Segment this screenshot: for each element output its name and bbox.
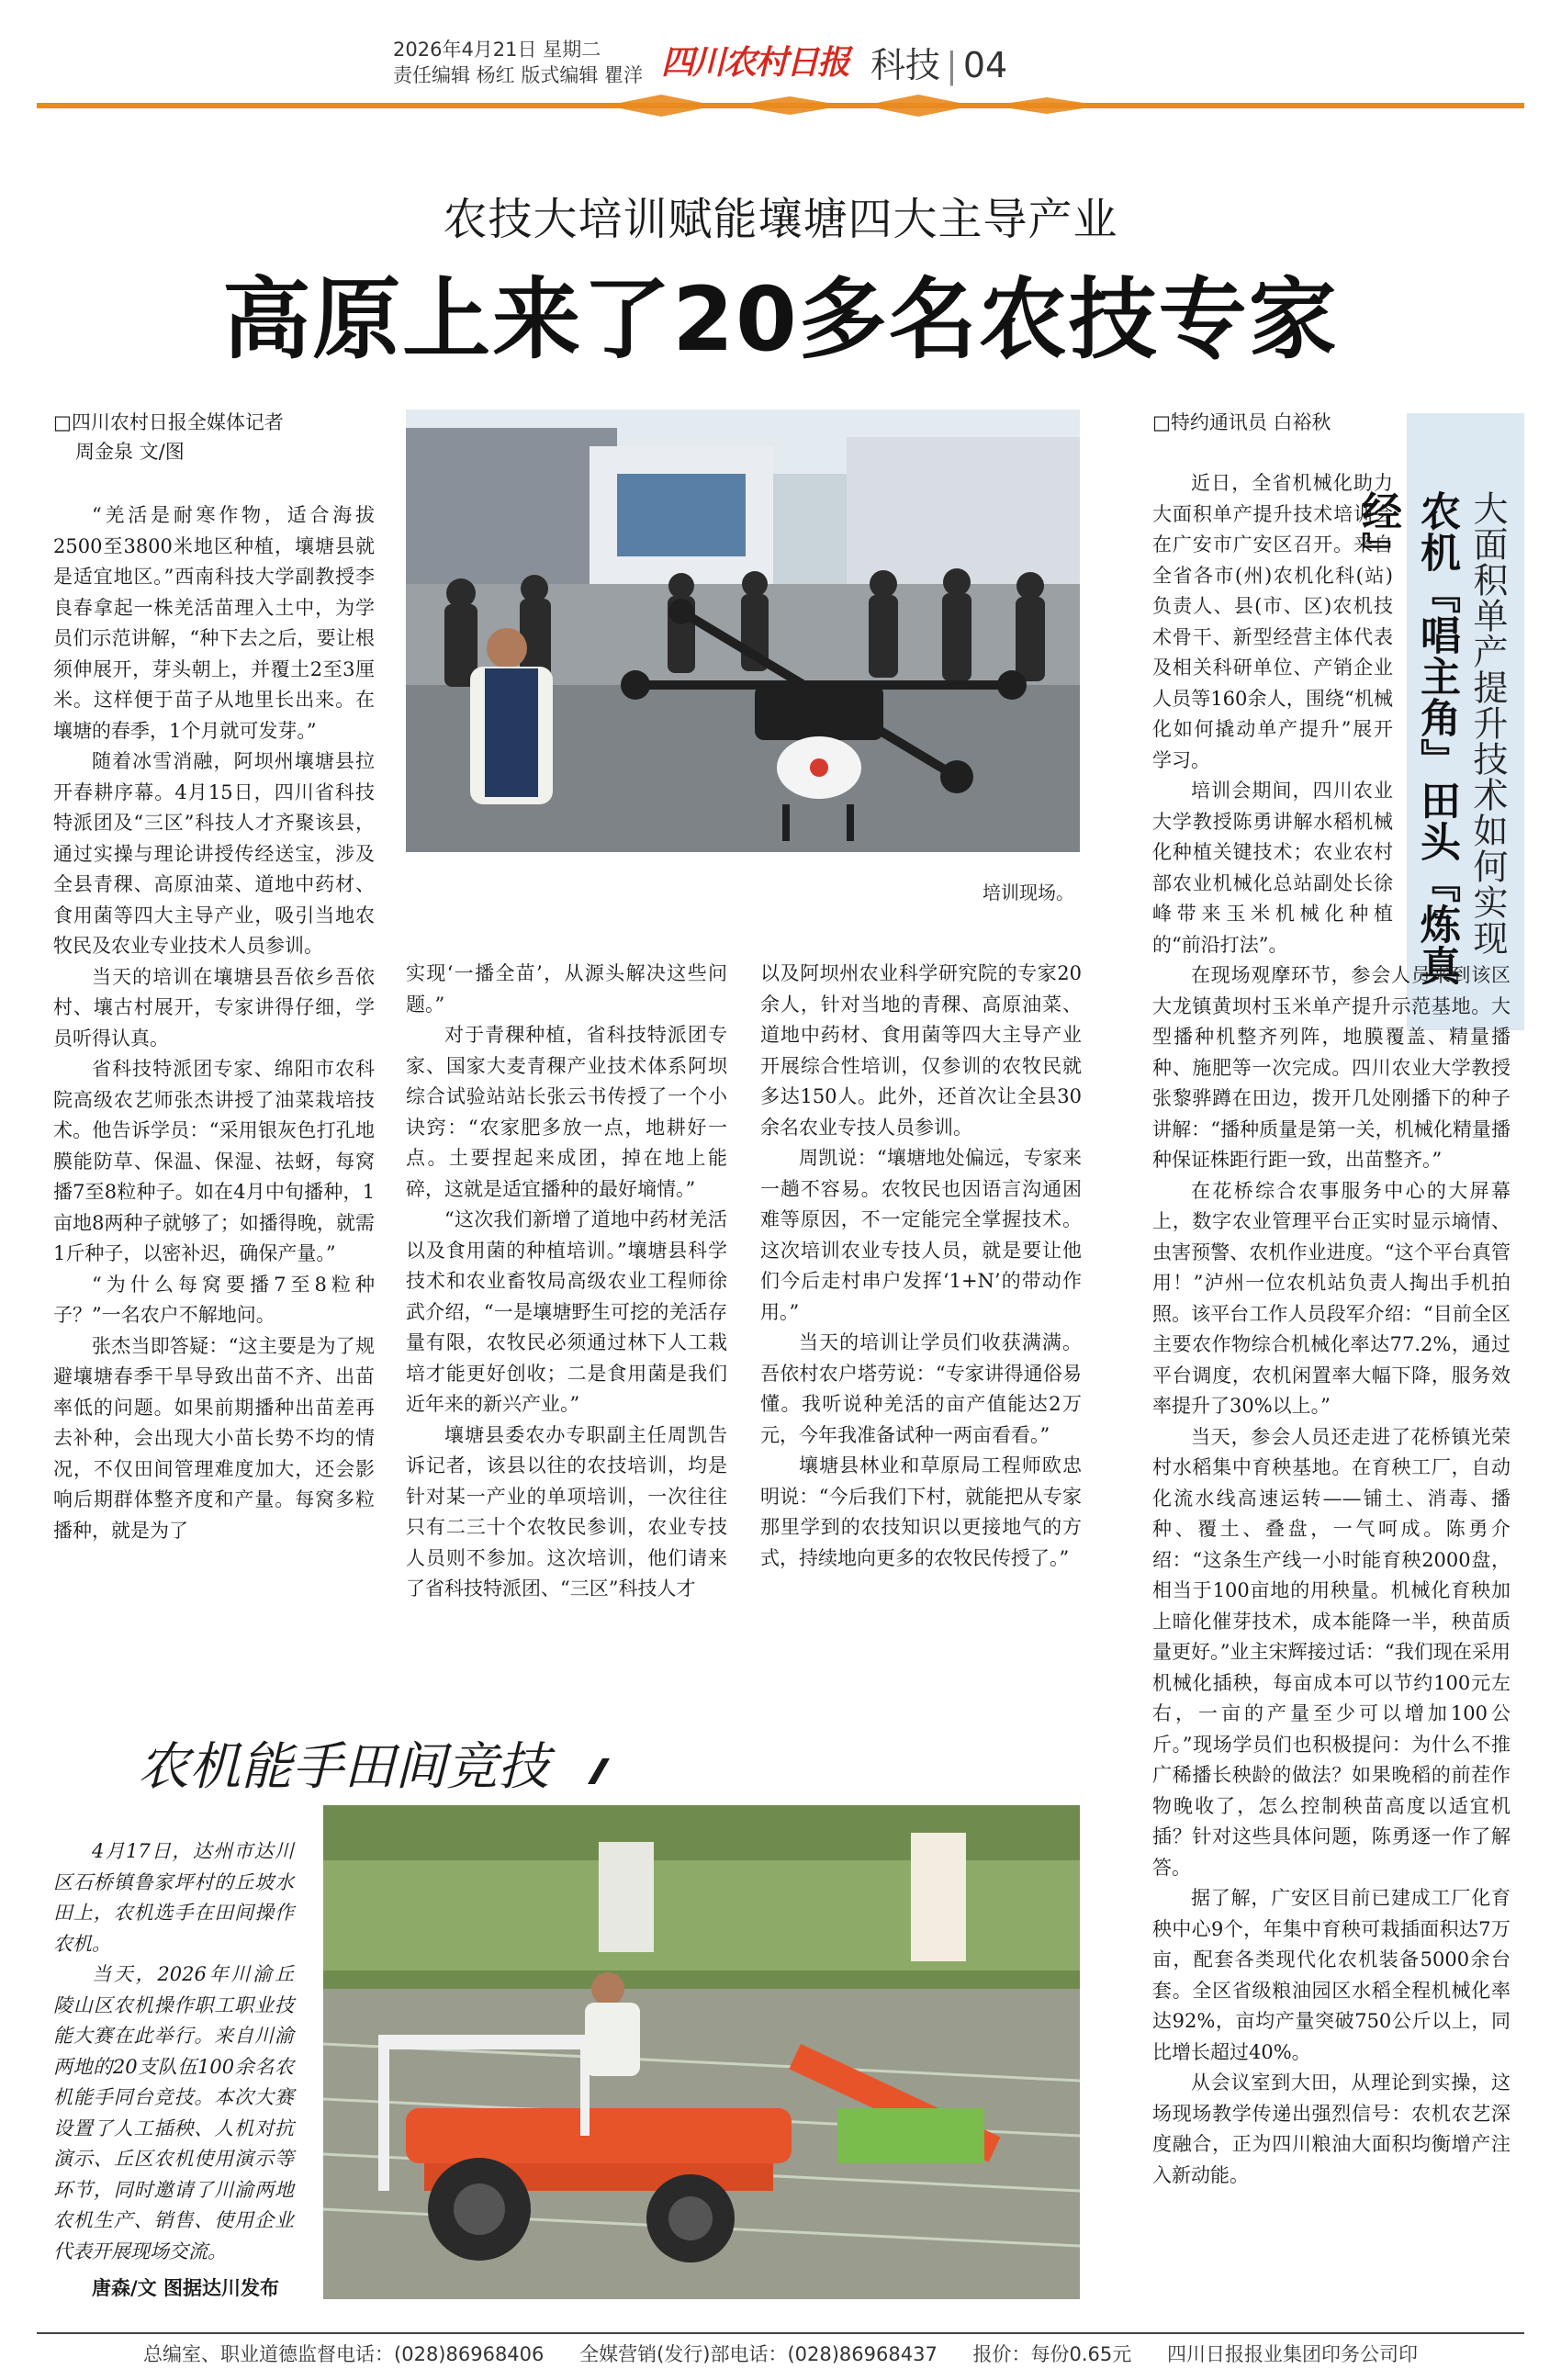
main-article-col1 xyxy=(53,500,375,1546)
paragraph: 4月17日，达州市达川区石桥镇鲁家坪村的丘坡水田上，农机选手在田间操作农机。 xyxy=(53,1840,294,1955)
footer-sales-phone: 全媒营销(发行)部电话：(028)86968437 xyxy=(579,2343,938,2365)
footer-printer: 四川日报报业集团印务公司印 xyxy=(1166,2343,1418,2365)
footer-editorial-phone: 总编室、职业道德监督电话：(028)86968406 xyxy=(143,2343,545,2365)
paragraph: 对于青稞种植，省科技特派团专家、国家大麦青稞产业技术体系阿坝综合试验站站长张云书传授了一个小诀窍：“农家肥多放一点，地耕好一点。土要捏起来成团，掉在地上能碎，这就是适宜播种的最好墒情。” xyxy=(406,1024,727,1200)
paragraph: 据了解，广安区目前已建成工厂化育秧中心9个，年集中育秧可栽插面积达7万亩，配套各类现代化农机装备5000余台套。全区省级粮油园区水稻全程机械化率达92%，亩均产量突破750公斤以上，同比增长超过40%。 xyxy=(1152,1887,1510,2063)
right-article-title-line2: 农机『唱主角』田头『炼真经』 xyxy=(1354,490,1460,986)
main-byline xyxy=(53,408,365,466)
photo-story-text xyxy=(53,1836,294,2267)
paragraph: 壤塘县林业和草原局工程师欧忠明说：“今后我们下村，就能把从专家那里学到的农技知识以更接地气的方式，持续地向更多的农牧民传授了。” xyxy=(760,1454,1082,1569)
section-divider: | xyxy=(946,45,958,85)
paragraph: 从会议室到大田，从理论到实操，这场现场教学传递出强烈信号：农机农艺深度融合，正为四川粮油大面积均衡增产注入新动能。 xyxy=(1152,2071,1510,2186)
right-article-title-line1: 大面积单产提升技术如何实现 xyxy=(1467,490,1508,956)
paragraph: 随着冰雪消融，阿坝州壤塘县拉开春耕序幕。4月15日，四川省科技特派团及“三区”科技人才齐聚该县，通过实操与理论讲授传经送宝，涉及全县青稞、高原油菜、道地中药材、食用菌等四大主导产业，吸引当地农牧民及农业专业技术人员参训。 xyxy=(53,750,375,957)
rice-transplanter-photo xyxy=(323,1805,1080,2299)
photo-story-title xyxy=(138,1726,615,1800)
section-name: 科技 xyxy=(870,45,941,85)
paragraph: 培训会期间，四川农业大学教授陈勇讲解水稻机械化种植关键技术；农业农村部农业机械化总站副处长徐峰带来玉米机械化种植的“前沿打法”。 xyxy=(1152,780,1393,956)
training-photo-caption: 培训现场。 xyxy=(983,881,1074,904)
paragraph: 以及阿坝州农业科学研究院的专家20余人，针对当地的青稞、高原油菜、道地中药材、食用菌等四大主导产业开展综合性培训，仅参训的农牧民就多达150人。此外，还首次让全县30余名农业专技人员参训。 xyxy=(760,962,1082,1139)
paragraph: 壤塘县委农办专职副主任周凯告诉记者，该县以往的农技培训，均是针对某一产业的单项培训，一次往往只有二三十个农牧民参训，农业专技人员则不参加。这次培训，他们请来了省科技特派团、“三区”科技人才 xyxy=(406,1423,727,1600)
main-article-col2 xyxy=(406,959,727,1605)
masthead-meta xyxy=(393,37,668,88)
paragraph: 在花桥综合农事服务中心的大屏幕上，数字农业管理平台正实时显示墒情、虫害预警、农机作业进度。“这个平台真管用！”泸州一位农机站负责人掏出手机拍照。该平台工作人员段军介绍：“目前全区主要农作物综合机械化率达77.2%，通过平台调度，农机闲置率大幅下降，服务效率提升了30%以上。” xyxy=(1152,1179,1510,1417)
paragraph: 张杰当即答疑：“这主要是为了规避壤塘春季干旱导致出苗不齐、出苗率低的问题。如果前期播种出苗差再去补种，会出现大小苗长势不均的情况，不仅田间管理难度加大，还会影响后期群体整齐度和产量。每窝多粒播种，就是为了 xyxy=(53,1334,375,1542)
article-headline: 高原上来了20多名农技专家 xyxy=(222,268,1339,371)
editors-line: 责任编辑 杨红 版式编辑 瞿洋 xyxy=(393,64,644,86)
paragraph: 周凯说：“壤塘地处偏远，专家来一趟不容易。农牧民也因语言沟通困难等原因，不一定能完全掌握技术。这次培训农业专技人员，就是要让他们今后走村串户发挥‘1+N’的带动作用。” xyxy=(760,1147,1082,1323)
paragraph: 省科技特派团专家、绵阳市农科院高级农艺师张杰讲授了油菜栽培技术。他告诉学员：“采用银灰色打孔地膜能防草、保温、保湿、祛蚜，每窝播7至8粒种子。如在4月中旬播种，1亩地8两种子就够了；如播得晚，就需1斤种子，以密补迟，确保产量。” xyxy=(53,1058,375,1264)
date-line: 2026年4月21日 星期二 xyxy=(393,39,601,61)
main-article-col3 xyxy=(760,959,1082,1574)
paragraph: “这次我们新增了道地中药材羌活以及食用菌的种植培训。”壤塘县科学技术和农业畜牧局高级农业工程师徐武介绍，“一是壤塘野生可挖的羌活存量有限，农牧民必须通过林下人工栽培才能更好创收；二是食用菌是我们近年来的新兴产业。” xyxy=(406,1208,727,1415)
footer-price: 报价：每份0.65元 xyxy=(972,2343,1132,2365)
slash-icon xyxy=(578,1753,615,1790)
paragraph: 当天的培训让学员们收获满满。吾依村农户塔劳说：“专家讲得通俗易懂。我听说种羌活的亩产值能达2万元，今年我准备试种一两亩看看。” xyxy=(760,1331,1082,1446)
paper-logo: 四川农村日报 xyxy=(661,44,849,82)
paragraph: 当天，参会人员还走进了花桥镇光荣村水稻集中育秧基地。在育秧工厂，自动化流水线高速运转——铺土、消毒、播种、覆土、叠盘，一气呵成。陈勇介绍：“这条生产线一小时能育秧2000盘，相当于100亩地的用秧量。机械化育秧加上暗化催芽技术，成本能降一半，秧苗质量更好。”业主宋辉接过话：“我们现在采用机械化插秧，每亩成本可以节约100元左右，一亩的产量至少可以增加100公斤。”现场学员们也积极提问：为什么不推广稀播长秧龄的做法？如果晚稻的前茬作物晚收了，怎么控制秧苗高度以适宜机插？针对这些具体问题，陈勇逐一作了解答。 xyxy=(1152,1425,1510,1879)
page-number: 04 xyxy=(962,45,1008,85)
paragraph: 实现‘一播全苗’，从源头解决这些问题。” xyxy=(406,962,727,1016)
header-wheat-band xyxy=(37,95,1524,117)
paragraph: 在现场观摩环节，参会人员来到该区大龙镇黄坝村玉米单产提升示范基地。大型播种机整齐列阵，地膜覆盖、精量播种、施肥等一次完成。四川农业大学教授张黎骅蹲在田边，拨开几处刚播下的种子讲解：“播种质量是第一关，机械化精量播种保证株距行距一致，出苗整齐。” xyxy=(1152,964,1510,1171)
article-kicker: 农技大培训赋能壤塘四大主导产业 xyxy=(443,194,1118,245)
training-photo xyxy=(406,410,1080,852)
paragraph: “为什么每窝要播7至8粒种子？”一名农户不解地问。 xyxy=(53,1273,375,1326)
photo-story-title-text: 农机能手田间竞技 xyxy=(138,1737,549,1797)
paragraph: 近日，全省机械化助力大面积单产提升技术培训会在广安市广安区召开。来自全省各市(州)农机化科(站)负责人、县(市、区)农机技术骨干、新型经营主体代表及相关科研单位、产销企业人员等160余人，围绕“机械化如何撬动单产提升”展开学习。 xyxy=(1152,472,1393,771)
main-byline-author: 周金泉 文/图 xyxy=(75,441,185,463)
right-article-body xyxy=(1152,468,1510,2191)
page-footer xyxy=(37,2332,1524,2374)
right-byline: □特约通讯员 白裕秋 xyxy=(1152,411,1331,433)
paragraph: 当天的培训在壤塘县吾依乡吾依村、壤古村展开，专家讲得仔细，学员听得认真。 xyxy=(53,965,375,1050)
photo-story-credit: 唐森/文 图据达川发布 xyxy=(92,2277,279,2299)
main-byline-org: □四川农村日报全媒体记者 xyxy=(53,411,284,433)
paragraph: 当天，2026年川渝丘陵山区农机操作职工职业技能大赛在此举行。来自川渝两地的20支队伍100余名农机能手同台竞技。本次大赛设置了人工插秧、人机对抗演示、丘区农机使用演示等环节，同时邀请了川渝两地农机生产、销售、使用企业代表开展现场交流。 xyxy=(53,1963,294,2262)
section-label xyxy=(870,37,1007,87)
paragraph: “羌活是耐寒作物，适合海拔2500至3800米地区种植，壤塘县就是适宜地区。”西南科技大学副教授李良春拿起一株羌活苗理入土中，为学员们示范讲解，“种下去之后，要让根须伸展开，芽头朝上，并覆土2至3厘米。这样便于苗子从地里长出来。在壤塘的春季，1个月就可发芽。” xyxy=(53,504,375,742)
